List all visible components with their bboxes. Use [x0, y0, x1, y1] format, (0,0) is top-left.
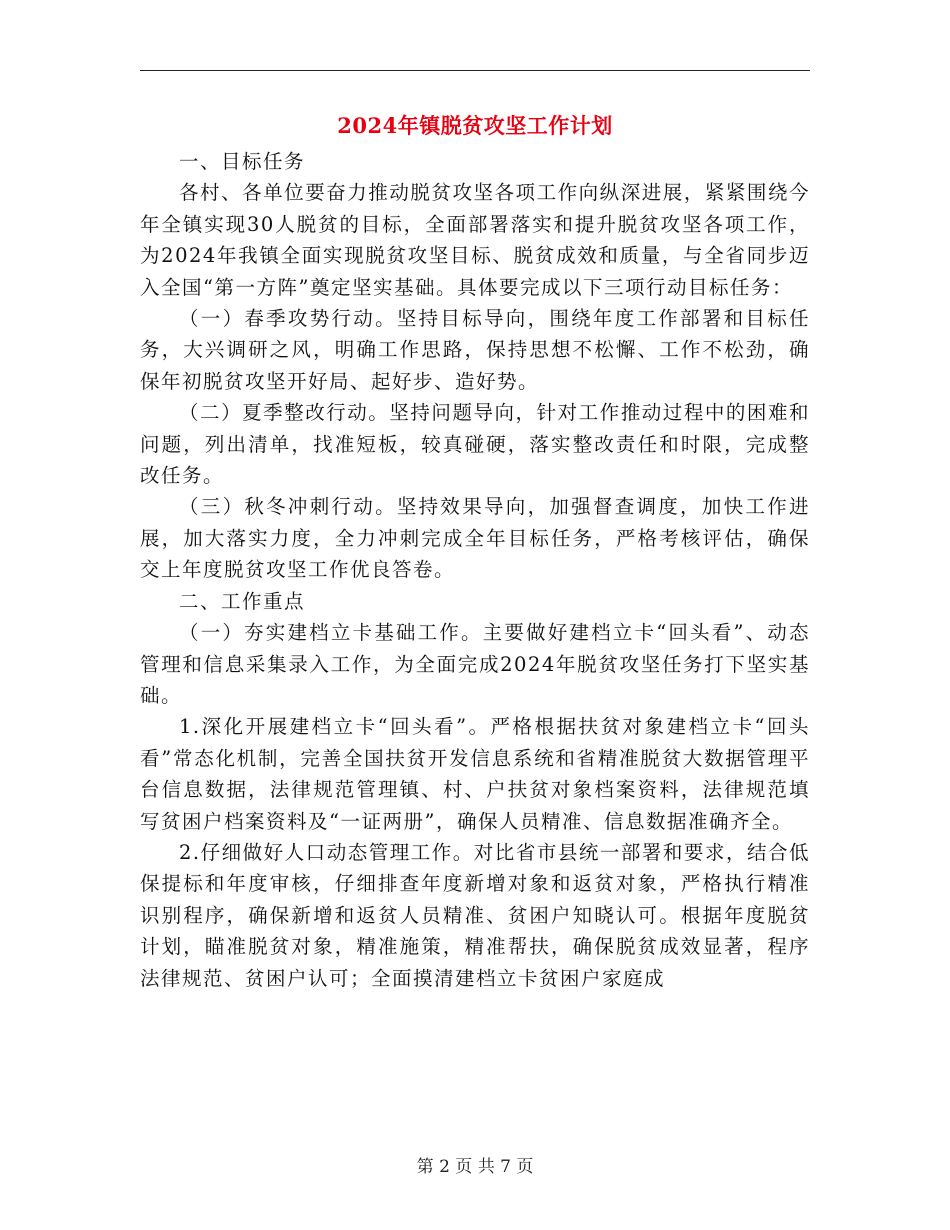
- paragraph: 2.仔细做好人口动态管理工作。对比省市县统一部署和要求，结合低保提标和年度审核，仔细排查年度新增对象和返贫对象，严格执行精准识别程序，确保新增和返贫人员精准、贫困户知晓认可。根据年度脱贫计划，瞄准脱贫对象，精准施策，精准帮扶，确保脱贫成效显著，程序法律规范、贫困户认可；全面摸清建档立卡贫困户家庭成: [140, 840, 810, 990]
- paragraph: 1.深化开展建档立卡“回头看”。严格根据扶贫对象建档立卡“回头看”常态化机制，完善全国扶贫开发信息系统和省精准脱贫大数据管理平台信息数据，法律规范管理镇、村、户扶贫对象档案资料，法律规范填写贫困户档案资料及“一证两册”，确保人员精准、信息数据准确齐全。: [140, 715, 810, 833]
- document-body: [140, 146, 810, 994]
- page-number: 第 2 页 共 7 页: [416, 1157, 534, 1177]
- paragraph: （二）夏季整改行动。坚持问题导向，针对工作推动过程中的困难和问题，列出清单，找准短板，较真碰硬，落实整改责任和时限，完成整改任务。: [140, 401, 810, 488]
- header-rule: [140, 70, 810, 71]
- section-heading-goals: 一、目标任务: [179, 150, 306, 173]
- paragraph: 各村、各单位要奋力推动脱贫攻坚各项工作向纵深进展，紧紧围绕今年全镇实现30人脱贫的目标，全面部署落实和提升脱贫攻坚各项工作，为2024年我镇全面实现脱贫攻坚目标、脱贫成效和质量，与全省同步迈入全国“第一方阵”奠定坚实基础。具体要完成以下三项行动目标任务：: [140, 181, 810, 299]
- section-heading-key-work: 二、工作重点: [179, 589, 306, 613]
- paragraph: （三）秋冬冲刺行动。坚持效果导向，加强督查调度，加快工作进展，加大落实力度，全力冲刺完成全年目标任务，严格考核评估，确保交上年度脱贫攻坚工作优良答卷。: [140, 495, 810, 582]
- paragraph: （一）春季攻势行动。坚持目标导向，围绕年度工作部署和目标任务，大兴调研之风，明确工作思路，保持思想不松懈、工作不松劲，确保年初脱贫攻坚开好局、起好步、造好势。: [140, 307, 810, 393]
- document-title: 2024年镇脱贫攻坚工作计划: [337, 113, 613, 138]
- paragraph: （一）夯实建档立卡基础工作。主要做好建档立卡“回头看”、动态管理和信息采集录入工作，为全面完成2024年脱贫攻坚任务打下坚实基础。: [140, 621, 810, 707]
